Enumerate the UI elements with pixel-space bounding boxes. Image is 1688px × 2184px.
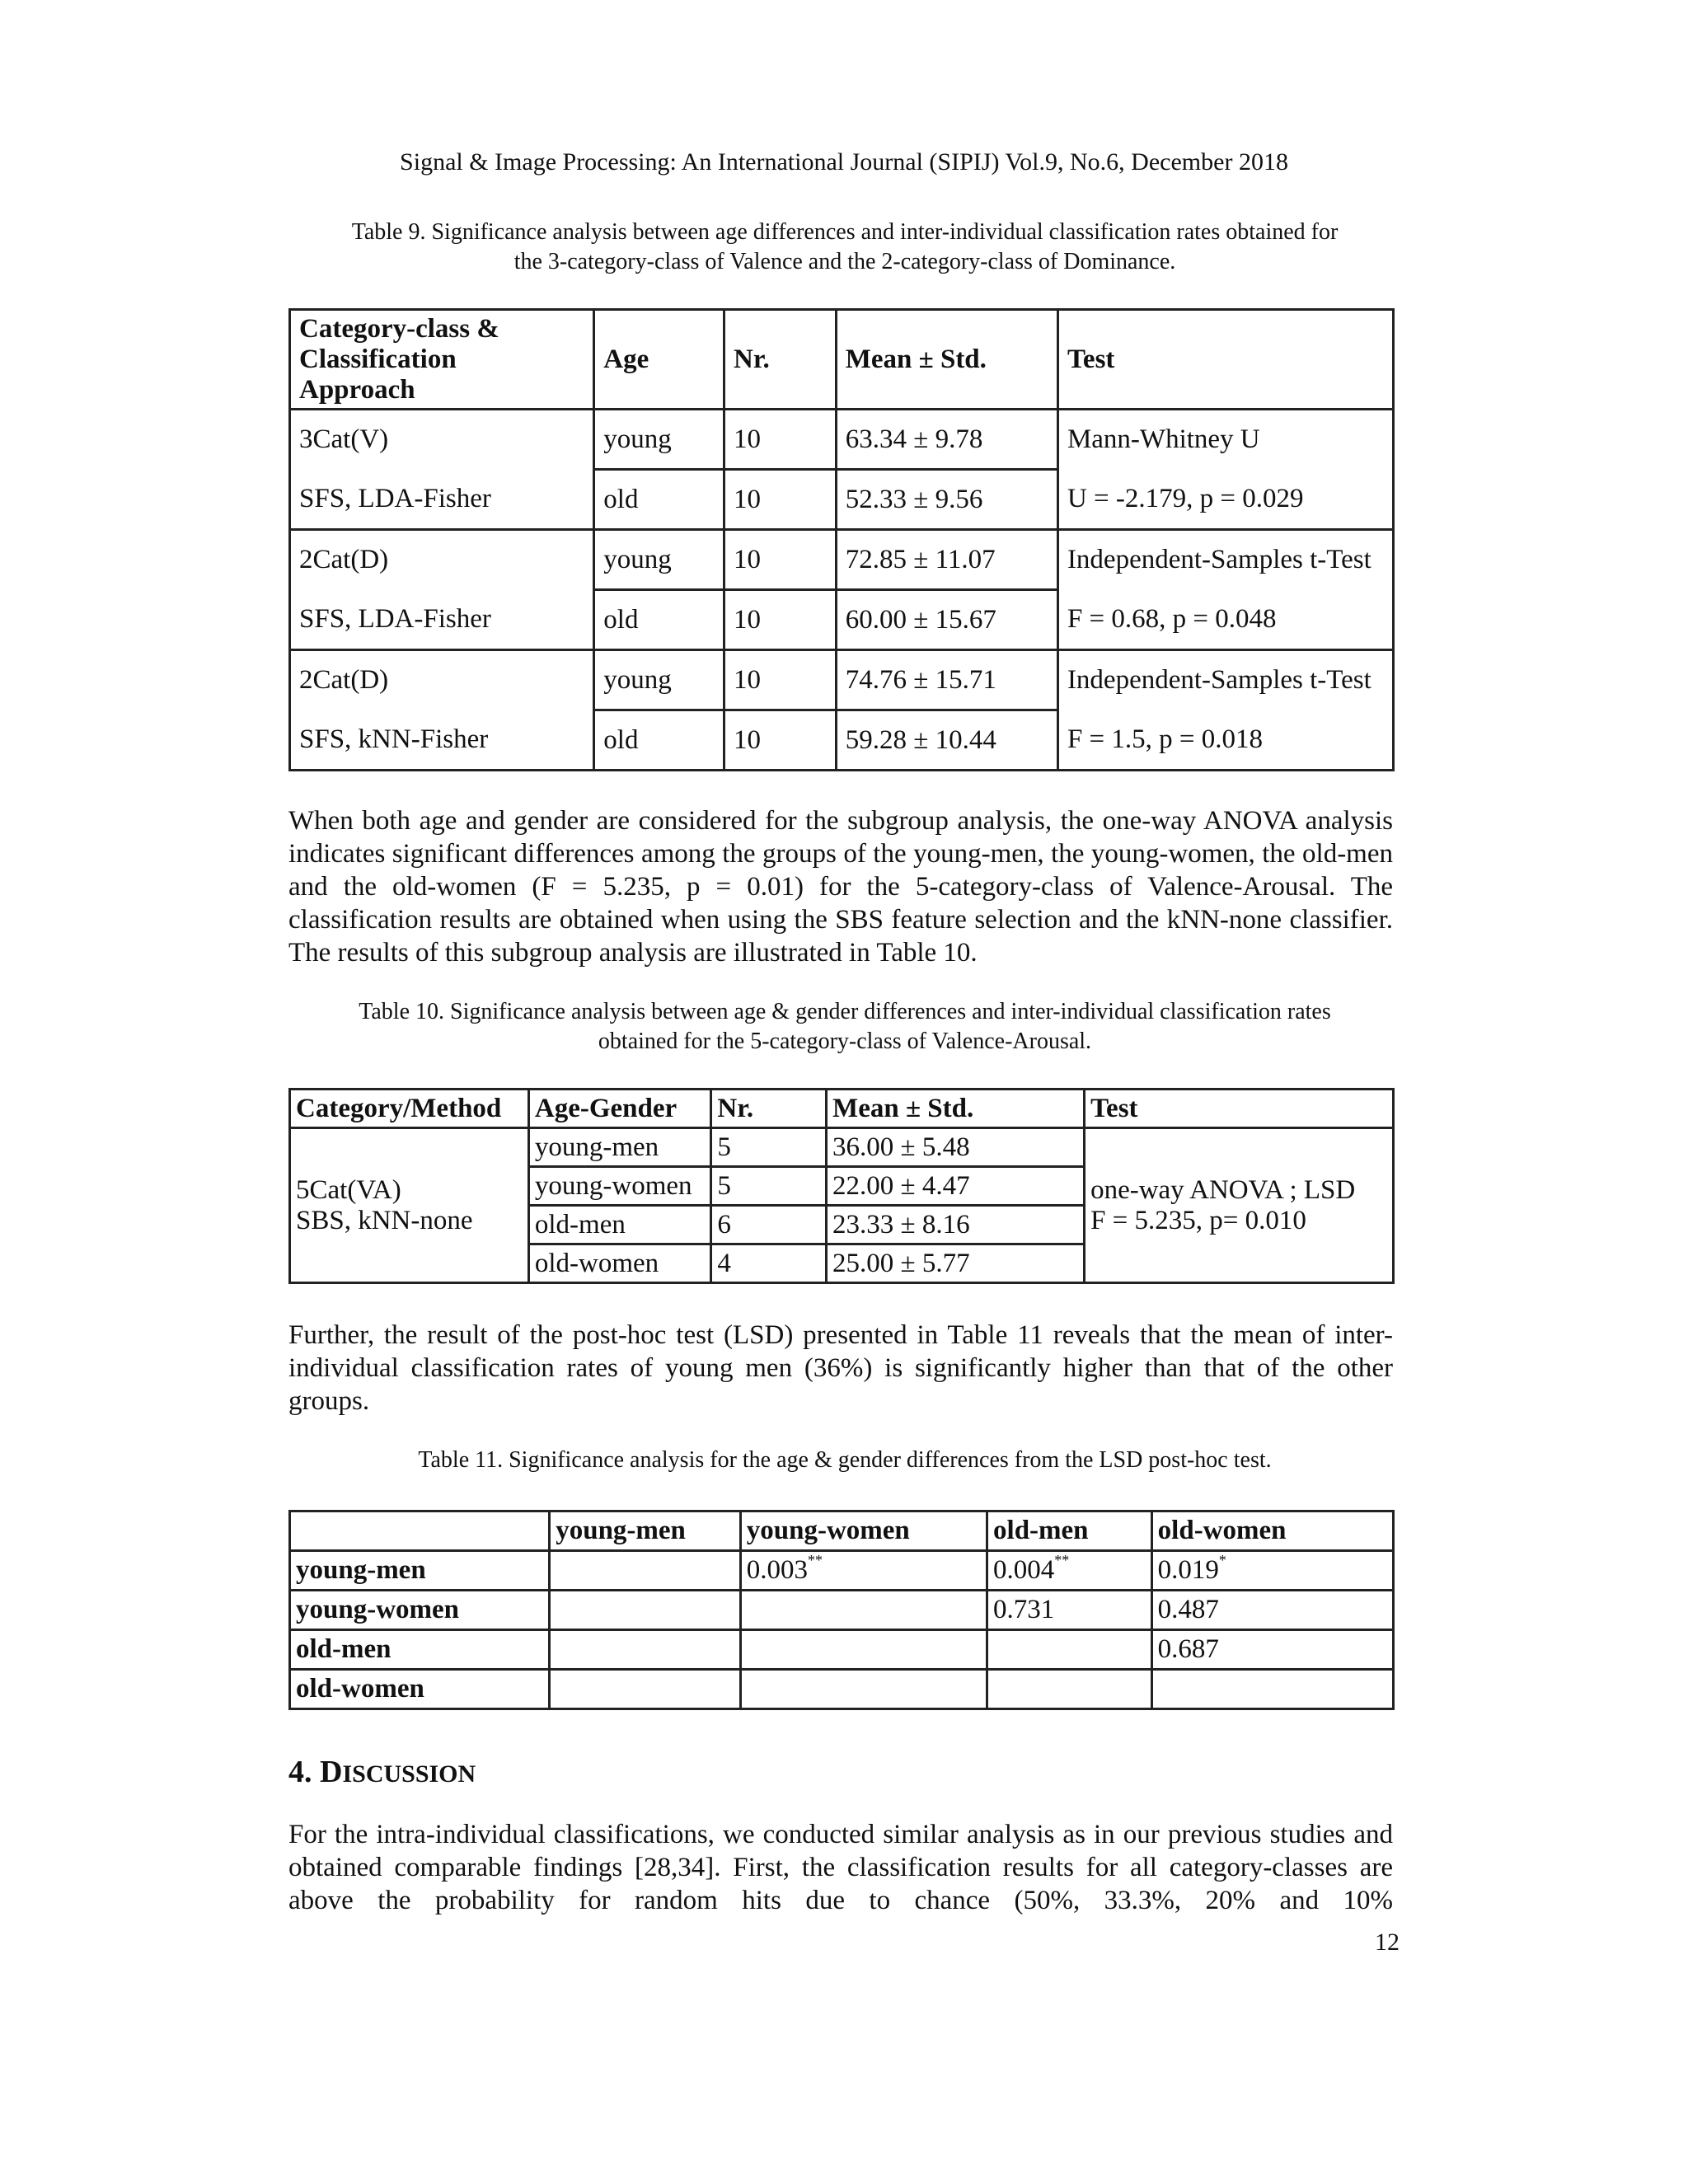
table10-caption-line1: Table 10. Significance analysis between age & gender differences and inter-individual classification rates xyxy=(359,999,1331,1024)
table11-cell xyxy=(987,1670,1152,1709)
table9-nr: 10 xyxy=(724,650,837,710)
table10-approach: SBS, kNN-none xyxy=(296,1205,473,1235)
table9-category: 3Cat(V) xyxy=(290,410,594,470)
table10-nr: 4 xyxy=(711,1244,827,1283)
table10-test-cell xyxy=(1085,1128,1394,1283)
table9-mean: 59.28 ± 10.44 xyxy=(836,710,1057,771)
table9-caption-line2: the 3-category-class of Valence and the 2-category-class of Dominance. xyxy=(513,249,1176,274)
journal-header: Signal & Image Processing: An International Journal (SIPIJ) Vol.9, No.6, December 2018 xyxy=(400,148,1288,176)
table9-test: Mann-Whitney U xyxy=(1057,410,1393,470)
table10-caption-line2: obtained for the 5-category-class of Valence-Arousal. xyxy=(598,1029,1092,1054)
table9-caption xyxy=(288,218,1401,277)
table11-row-label: old-men xyxy=(290,1630,550,1670)
table9-nr: 10 xyxy=(724,710,837,771)
table9-header-nr: Nr. xyxy=(724,310,837,410)
table9-nr: 10 xyxy=(724,470,837,530)
table-row xyxy=(290,650,1394,710)
table11-cell: 0.019* xyxy=(1151,1551,1393,1591)
table9-age: young xyxy=(594,650,724,710)
table9-header-row xyxy=(290,310,1394,410)
table10 xyxy=(288,1088,1395,1284)
table11-cell xyxy=(740,1591,987,1630)
table11-cell: 0.487 xyxy=(1151,1591,1393,1630)
table10-group: young-men xyxy=(528,1128,711,1167)
table11-row-label: old-women xyxy=(290,1670,550,1709)
table10-header-method: Category/Method xyxy=(290,1090,529,1128)
table11-header-young-men: young-men xyxy=(550,1511,741,1551)
table-row xyxy=(290,410,1394,470)
table10-header-age-gender: Age-Gender xyxy=(528,1090,711,1128)
table-row xyxy=(290,590,1394,650)
table9-age: young xyxy=(594,410,724,470)
table9-mean: 72.85 ± 11.07 xyxy=(836,530,1057,590)
table10-mean: 22.00 ± 4.47 xyxy=(827,1167,1085,1206)
table11-cell: 0.004** xyxy=(987,1551,1152,1591)
table10-header-mean: Mean ± Std. xyxy=(827,1090,1085,1128)
table10-mean: 23.33 ± 8.16 xyxy=(827,1206,1085,1244)
table9-nr: 10 xyxy=(724,410,837,470)
table11-cell xyxy=(987,1630,1152,1670)
table9-nr: 10 xyxy=(724,530,837,590)
body-paragraph-3: For the intra-individual classifications, we conducted similar analysis as in our previous studies and obtained comparable findings [28,34]. First, the classification results for all category-classes are above the probability for random hits due to chance (50%, 33.3%, 20% and 10% xyxy=(288,1820,1393,1915)
table11-cell xyxy=(740,1630,987,1670)
table9-stat: F = 0.68, p = 0.048 xyxy=(1057,590,1393,650)
table10-caption xyxy=(288,997,1401,1057)
table10-nr: 6 xyxy=(711,1206,827,1244)
page-number: 12 xyxy=(1375,1929,1400,1956)
table9-mean: 60.00 ± 15.67 xyxy=(836,590,1057,650)
table10-mean: 25.00 ± 5.77 xyxy=(827,1244,1085,1283)
table11 xyxy=(288,1510,1395,1710)
table11-header-young-women: young-women xyxy=(740,1511,987,1551)
table9-age: old xyxy=(594,710,724,771)
table11-cell xyxy=(1151,1670,1393,1709)
table11-row-label: young-women xyxy=(290,1591,550,1630)
table9-header-age: Age xyxy=(594,310,724,410)
table-row xyxy=(290,1630,1394,1670)
table9-category: 2Cat(D) xyxy=(290,650,594,710)
table10-group: young-women xyxy=(528,1167,711,1206)
table9-nr: 10 xyxy=(724,590,837,650)
table9-mean: 74.76 ± 15.71 xyxy=(836,650,1057,710)
table9-age: old xyxy=(594,590,724,650)
section-heading-rest: ISCUSSION xyxy=(342,1760,476,1788)
table10-header-row xyxy=(290,1090,1394,1128)
table11-cell: 0.003** xyxy=(740,1551,987,1591)
table9-header-test: Test xyxy=(1057,310,1393,410)
table10-nr: 5 xyxy=(711,1128,827,1167)
table11-cell: 0.687 xyxy=(1151,1630,1393,1670)
table11-row-label: young-men xyxy=(290,1551,550,1591)
table9-approach: SFS, LDA-Fisher xyxy=(290,590,594,650)
table9-approach: SFS, kNN-Fisher xyxy=(290,710,594,771)
table9-category: 2Cat(D) xyxy=(290,530,594,590)
table10-group: old-men xyxy=(528,1206,711,1244)
table9-test: Independent-Samples t-Test xyxy=(1057,530,1393,590)
table10-header-nr: Nr. xyxy=(711,1090,827,1128)
table11-cell xyxy=(740,1670,987,1709)
table-row xyxy=(290,470,1394,530)
table-row xyxy=(290,710,1394,771)
table9-stat: F = 1.5, p = 0.018 xyxy=(1057,710,1393,771)
table9 xyxy=(288,308,1395,771)
table9-test: Independent-Samples t-Test xyxy=(1057,650,1393,710)
table9-stat: U = -2.179, p = 0.029 xyxy=(1057,470,1393,530)
table10-nr: 5 xyxy=(711,1167,827,1206)
table11-cell xyxy=(550,1551,741,1591)
table10-header-test: Test xyxy=(1085,1090,1394,1128)
table9-age: young xyxy=(594,530,724,590)
table-row xyxy=(290,1670,1394,1709)
table9-approach: SFS, LDA-Fisher xyxy=(290,470,594,530)
section-heading-number: 4. D xyxy=(288,1755,343,1789)
table10-category-cell xyxy=(290,1128,529,1283)
table11-cell xyxy=(550,1670,741,1709)
table11-header-old-men: old-men xyxy=(987,1511,1152,1551)
table-row xyxy=(290,1551,1394,1591)
table11-header-corner xyxy=(290,1511,550,1551)
body-paragraph-2: Further, the result of the post-hoc test (LSD) presented in Table 11 reveals that the mean of inter-individual classification rates of young men (36%) is significantly higher than that of the other groups. xyxy=(288,1320,1393,1416)
table10-mean: 36.00 ± 5.48 xyxy=(827,1128,1085,1167)
table9-mean: 52.33 ± 9.56 xyxy=(836,470,1057,530)
table11-cell xyxy=(550,1591,741,1630)
table10-category: 5Cat(VA) xyxy=(296,1174,401,1205)
table11-header-row xyxy=(290,1511,1394,1551)
table11-header-old-women: old-women xyxy=(1151,1511,1393,1551)
body-paragraph-1: When both age and gender are considered for the subgroup analysis, the one-way ANOVA analysis indicates significant differences among the groups of the young-men, the young-women, the old-men and the old-women (F = 5.235, p = 0.01) for the 5-category-class of Valence-Arousal. The classification results are obtained when using the SBS feature selection and the kNN-none classifier. The results of this subgroup analysis are illustrated in Table 10. xyxy=(288,806,1393,968)
table9-header-category: Category-class & Classification Approach xyxy=(290,310,594,410)
table10-group: old-women xyxy=(528,1244,711,1283)
table-row xyxy=(290,1591,1394,1630)
table9-caption-line1: Table 9. Significance analysis between age differences and inter-individual classification rates obtained for xyxy=(351,219,1339,245)
table-row xyxy=(290,1128,1394,1167)
section-heading xyxy=(288,1754,476,1790)
table9-mean: 63.34 ± 9.78 xyxy=(836,410,1057,470)
table11-cell xyxy=(550,1630,741,1670)
table11-cell: 0.731 xyxy=(987,1591,1152,1630)
table9-header-mean: Mean ± Std. xyxy=(836,310,1057,410)
table11-caption: Table 11. Significance analysis for the age & gender differences from the LSD post-hoc test. xyxy=(418,1447,1272,1473)
table10-test: one-way ANOVA ; LSD xyxy=(1090,1174,1356,1205)
table-row xyxy=(290,530,1394,590)
table10-stat: F = 5.235, p= 0.010 xyxy=(1090,1205,1306,1235)
table9-age: old xyxy=(594,470,724,530)
